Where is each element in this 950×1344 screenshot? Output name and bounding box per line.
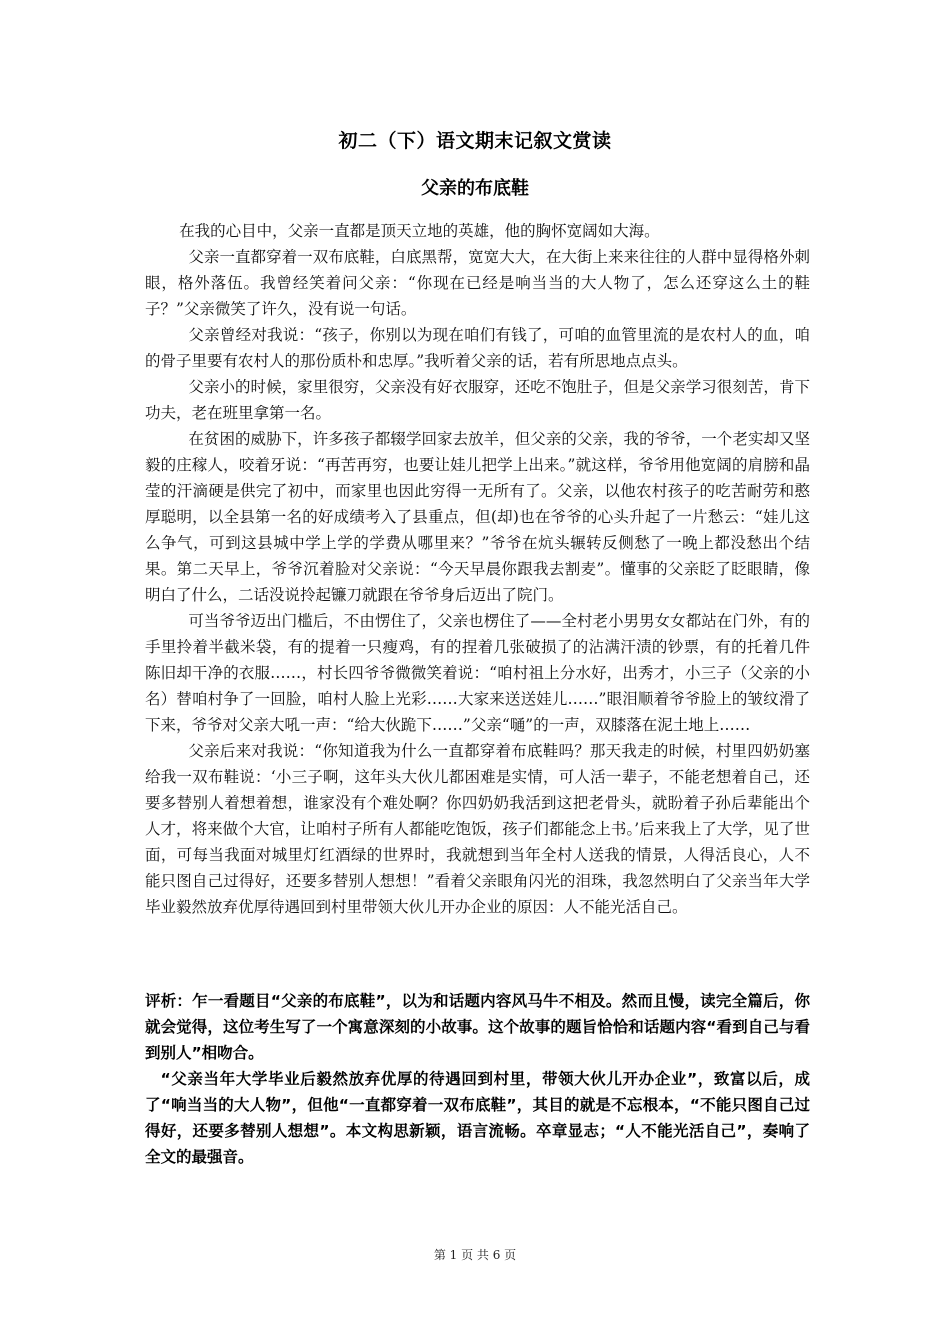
paragraph: 可当爷爷迈出门槛后，不由愣住了，父亲也楞住了——全村老小男男女女都站在门外，有的手里拎着半截米袋，有的提着一只瘦鸡，有的捏着几张破损了的沾满汗渍的钞票，有的托着几件陈旧却干净的衣服……，村长四爷爷微微笑着说：“咱村祖上分水好，出秀才，小三子（父亲的小名）替咱村争了一回脸，咱村人脸上光彩……大家来送送娃儿……”眼泪顺着爷爷脸上的皱纹滑了下来，爷爷对父亲大吼一声：“给大伙跪下……”父亲“嗵”的一声，双膝落在泥土地上…… <box>145 612 810 734</box>
paragraph: 父亲后来对我说：“你知道我为什么一直都穿着布底鞋吗？那天我走的时候，村里四奶奶塞给我一双布鞋说：‘小三子啊，这年头大伙儿都困难是实情，可人活一辈子，不能老想着自己，还要多替别人着想着想，谁家没有个难处啊？你四奶奶我活到这把老骨头，就盼着子孙后辈能出个人才，将来做个大官，让咱村子所有人都能吃饱饭，孩子们都能念上书。’后来我上了大学，见了世面，可每当我面对城里灯红酒绿的世界时，我就想到当年全村人送我的情景，人得活良心，人不能只图自己过得好，还要多替别人想想！”看着父亲眼角闪光的泪珠，我忽然明白了父亲当年大学毕业毅然放弃优厚待遇回到村里带领大伙儿开办企业的原因：人不能光活自己。 <box>145 742 810 916</box>
review-paragraph: 评析：乍一看题目“父亲的布底鞋”，以为和话题内容风马牛不相及。然而且慢，读完全篇后，你就会觉得，这位考生写了一个寓意深刻的小故事。这个故事的题旨恰恰和话题内容“看到自己与看到别人”相吻合。 <box>145 992 810 1062</box>
document-title: 初二（下）语文期末记叙文赏读 <box>338 130 612 152</box>
review-section <box>145 988 810 1170</box>
paragraph: 在我的心目中，父亲一直都是顶天立地的英雄，他的胸怀宽阔如大海。 <box>179 222 660 240</box>
paragraph: 在贫困的威胁下，许多孩子都辍学回家去放羊，但父亲的父亲，我的爷爷，一个老实却又坚毅的庄稼人，咬着牙说：“再苦再穷，也要让娃儿把学上出来。”就这样，爷爷用他宽阔的肩膀和晶莹的汗滴硬是供完了初中，而家里也因此穷得一无所有了。父亲，以他农村孩子的吃苦耐劳和憨厚聪明，以全县第一名的好成绩考入了县重点，但(却)也在爷爷的心头升起了一片愁云：“娃儿这么争气，可到这县城中学上学的学费从哪里来？”爷爷在炕头辗转反侧愁了一晚上都没愁出个结果。第二天早上，爷爷沉着脸对父亲说：“今天早晨你跟我去割麦”。懂事的父亲眨了眨眼睛，像明白了什么，二话没说拎起镰刀就跟在爷爷身后迈出了院门。 <box>145 430 810 604</box>
essay-title: 父亲的布底鞋 <box>421 178 529 199</box>
paragraph: 父亲小的时候，家里很穷，父亲没有好衣服穿，还吃不饱肚子，但是父亲学习很刻苦，肯下功夫，老在班里拿第一名。 <box>145 378 810 422</box>
page-footer: 第 1 页 共 6 页 <box>433 1248 517 1262</box>
essay-body <box>145 218 810 920</box>
review-paragraph: “父亲当年大学毕业后毅然放弃优厚的待遇回到村里，带领大伙儿开办企业”，致富以后，成了“响当当的大人物”，但他“一直都穿着一双布底鞋”，其目的就是不忘根本，“不能只图自己过得好，还要多替别人想想”。本文构思新颖，语言流畅。卒章显志；“人不能光活自己”，奏响了全文的最强音。 <box>145 1070 810 1166</box>
paragraph: 父亲一直都穿着一双布底鞋，白底黑帮，宽宽大大，在大街上来来往往的人群中显得格外刺眼，格外落伍。我曾经笑着问父亲：“你现在已经是响当当的大人物了，怎么还穿这么土的鞋子？”父亲微笑了许久，没有说一句话。 <box>145 248 810 318</box>
paragraph: 父亲曾经对我说：“孩子，你别以为现在咱们有钱了，可咱的血管里流的是农村人的血，咱的骨子里要有农村人的那份质朴和忠厚。”我听着父亲的话，若有所思地点点头。 <box>145 326 810 370</box>
